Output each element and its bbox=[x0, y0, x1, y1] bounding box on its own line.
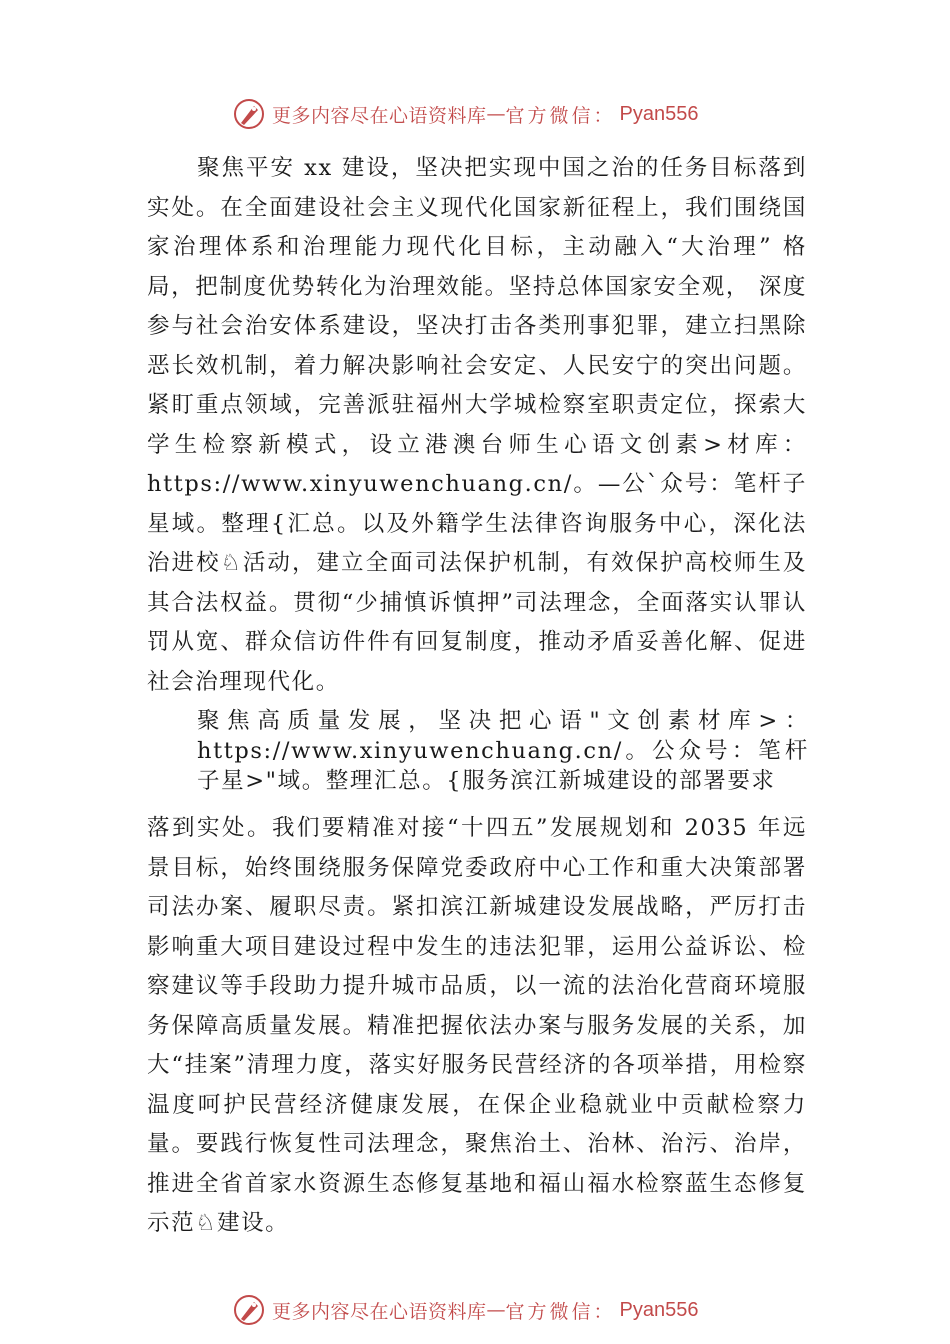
header-banner bbox=[232, 96, 699, 132]
paragraph-2: 聚焦高质量发展，坚决把心语"文创素材库>：https://www.xinyuwenchuang.cn/。公众号：笔杆子星>"域。整理汇总。{服务滨江新城建设的部署要求 bbox=[197, 708, 809, 794]
pen-nib-logo-icon bbox=[232, 1293, 266, 1327]
banner-wechat-label: 官方微信： bbox=[505, 104, 616, 127]
paragraph-3: 落到实处。我们要精准对接“十四五”发展规划和 2035 年远景目标，始终围绕服务保障党委政府中心工作和重大决策部署司法办案、履职尽责。紧扣滨江新城建设发展战略，严厉打击影响重大项目建设过程中发生的违法犯罪，运用公益诉讼、检察建议等手段助力提升城市品质，以一流的法治化营商环境服务保障高质量发展。精准把握依法办案与服务发展的关系，加大“挂案”清理力度，落实好服务民营经济的各项举措，用检察温度呵护民营经济健康发展，在保企业稳就业中贡献检察力量。要践行恢复性司法理念，聚焦治土、治林、治污、治岸，推进全省首家水资源生态修复基地和福山福水检察蓝生态修复示范♘建设。 bbox=[147, 815, 807, 1236]
banner-wechat-label: 官方微信： bbox=[505, 1300, 616, 1323]
footer-banner bbox=[232, 1292, 699, 1328]
pen-nib-logo-icon bbox=[232, 97, 266, 131]
paragraph-1: 聚焦平安 xx 建设，坚决把实现中国之治的任务目标落到实处。在全面建设社会主义现代化国家新征程上，我们围绕国家治理体系和治理能力现代化目标，主动融入“大治理” 格局，把制度优势转化为治理效能。坚持总体国家安全观， 深度参与社会治安体系建设，坚决打击各类刑事犯罪，建立扫黑除恶长效机制，着力解决影响社会安定、人民安宁的突出问题。紧盯重点领域，完善派驻福州大学城检察室职责定位，探索大学生检察新模式，设立港澳台师生心语文创素>材库：https://www.xinyuwenchuang.cn/。—公`众号：笔杆子星域。整理{汇总。以及外籍学生法律咨询服务中心，深化法治进校♘活动，建立全面司法保护机制，有效保护高校师生及其合法权益。贯彻“少捕慎诉慎押”司法理念，全面落实认罪认罚从宽、群众信访件件有回复制度，推动矛盾妥善化解、促进社会治理现代化。 bbox=[147, 155, 807, 695]
banner-wechat-id: Pyan556 bbox=[619, 102, 699, 125]
banner-separator: — bbox=[486, 1299, 506, 1321]
banner-wechat-id: Pyan556 bbox=[619, 1298, 699, 1321]
banner-text: 更多内容尽在心语资料库 bbox=[272, 1300, 487, 1323]
banner-text: 更多内容尽在心语资料库 bbox=[272, 104, 487, 127]
banner-separator: — bbox=[486, 103, 506, 125]
